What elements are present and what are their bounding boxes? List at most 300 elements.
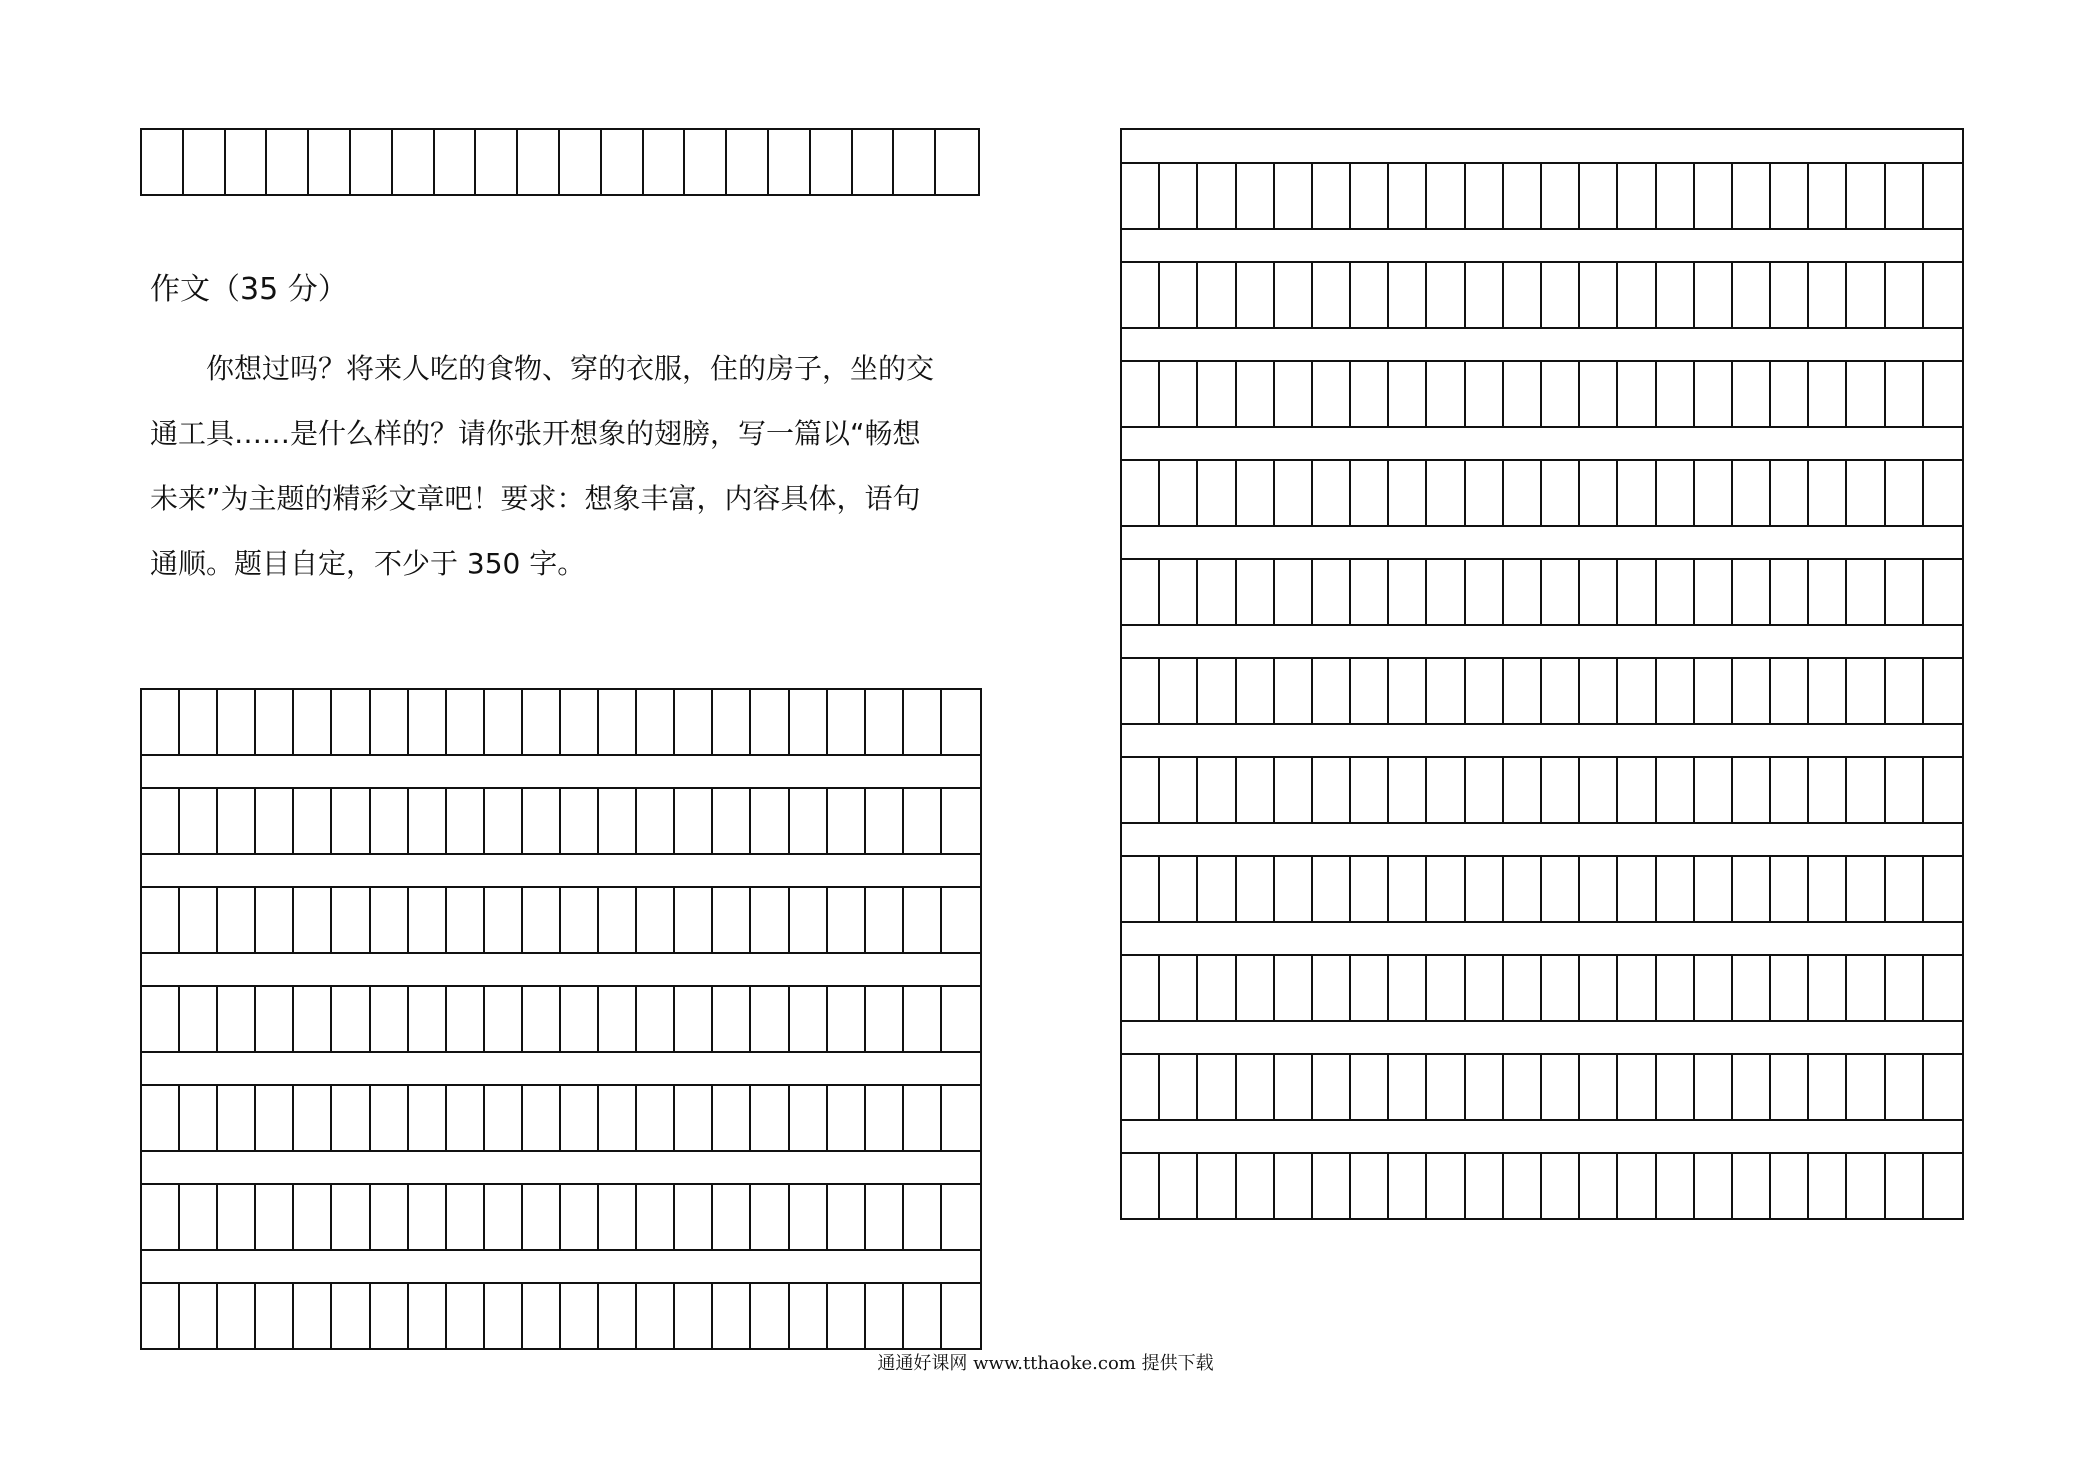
grid-cell bbox=[1275, 560, 1313, 624]
grid-cell bbox=[523, 1284, 561, 1348]
grid-cell bbox=[1313, 659, 1351, 723]
grid-cell bbox=[1237, 1154, 1275, 1218]
grid-cell bbox=[485, 1284, 523, 1348]
grid-cell bbox=[1924, 956, 1962, 1020]
grid-cell bbox=[1733, 1055, 1771, 1119]
grid-cell bbox=[1160, 857, 1198, 921]
grid-cell bbox=[1618, 659, 1656, 723]
grid-cell bbox=[1122, 560, 1160, 624]
grid-cell bbox=[1657, 956, 1695, 1020]
grid-cell bbox=[1580, 461, 1618, 525]
grid-cell bbox=[256, 789, 294, 853]
grid-cell bbox=[1351, 263, 1389, 327]
grid-cell bbox=[1809, 659, 1847, 723]
grid-cell bbox=[1924, 461, 1962, 525]
grid-cell bbox=[1237, 461, 1275, 525]
grid-cell bbox=[1427, 857, 1465, 921]
grid-cell bbox=[1427, 659, 1465, 723]
grid-cell bbox=[218, 888, 256, 952]
grid-cell bbox=[1122, 461, 1160, 525]
grid-cell bbox=[1237, 659, 1275, 723]
grid-cell bbox=[1389, 1154, 1427, 1218]
grid-cell bbox=[1351, 362, 1389, 426]
grid-cell bbox=[904, 789, 942, 853]
grid-cell bbox=[1542, 857, 1580, 921]
grid-cell bbox=[1160, 1154, 1198, 1218]
grid-cell bbox=[1580, 956, 1618, 1020]
grid-cell bbox=[866, 789, 904, 853]
grid-cell bbox=[1351, 857, 1389, 921]
grid-cell bbox=[713, 1185, 751, 1249]
grid-row bbox=[140, 787, 982, 855]
grid-cell bbox=[393, 130, 435, 194]
grid-cell bbox=[751, 888, 789, 952]
grid-cell bbox=[1809, 857, 1847, 921]
grid-cell bbox=[1657, 461, 1695, 525]
grid-cell bbox=[485, 987, 523, 1051]
grid-cell bbox=[409, 690, 447, 754]
grid-row bbox=[140, 688, 982, 756]
grid-cell bbox=[1809, 956, 1847, 1020]
grid-cell bbox=[142, 1284, 180, 1348]
grid-cell bbox=[1618, 1154, 1656, 1218]
grid-cell bbox=[713, 1086, 751, 1150]
grid-cell bbox=[675, 1284, 713, 1348]
grid-cell bbox=[1275, 1154, 1313, 1218]
grid-cell bbox=[1771, 659, 1809, 723]
grid-cell bbox=[1733, 560, 1771, 624]
grid-cell bbox=[1886, 164, 1924, 228]
grid-cell bbox=[942, 1086, 980, 1150]
grid-cell bbox=[1542, 1055, 1580, 1119]
grid-cell bbox=[485, 888, 523, 952]
grid-cell bbox=[1122, 1055, 1160, 1119]
grid-cell bbox=[1427, 1055, 1465, 1119]
grid-cell bbox=[828, 1086, 866, 1150]
grid-cell bbox=[675, 789, 713, 853]
grid-cell bbox=[409, 1086, 447, 1150]
grid-cell bbox=[1351, 659, 1389, 723]
grid-cell bbox=[942, 690, 980, 754]
grid-cell bbox=[828, 1284, 866, 1348]
grid-cell bbox=[1618, 362, 1656, 426]
grid-cell bbox=[447, 789, 485, 853]
grid-cell bbox=[828, 690, 866, 754]
grid-cell bbox=[1886, 758, 1924, 822]
grid-cell bbox=[1427, 560, 1465, 624]
grid-cell bbox=[1351, 164, 1389, 228]
grid-cell bbox=[1657, 263, 1695, 327]
grid-cell bbox=[1771, 857, 1809, 921]
grid-row bbox=[140, 1183, 982, 1251]
grid-cell bbox=[1580, 263, 1618, 327]
grid-cell bbox=[637, 1185, 675, 1249]
grid-cell bbox=[1237, 857, 1275, 921]
grid-cell bbox=[1427, 164, 1465, 228]
grid-cell bbox=[1122, 857, 1160, 921]
grid-cell bbox=[1733, 164, 1771, 228]
grid-cell bbox=[1427, 263, 1465, 327]
grid-cell bbox=[256, 888, 294, 952]
grid-cell bbox=[1122, 758, 1160, 822]
grid-cell bbox=[180, 1185, 218, 1249]
grid-cell bbox=[1389, 857, 1427, 921]
grid-cell bbox=[447, 888, 485, 952]
grid-cell bbox=[904, 1284, 942, 1348]
grid-cell bbox=[1160, 461, 1198, 525]
grid-cell bbox=[332, 1284, 370, 1348]
grid-cell bbox=[1924, 758, 1962, 822]
grid-cell bbox=[561, 1284, 599, 1348]
grid-cell bbox=[256, 1185, 294, 1249]
grid-cell bbox=[1580, 758, 1618, 822]
grid-cell bbox=[866, 1185, 904, 1249]
grid-cell bbox=[561, 987, 599, 1051]
grid-cell bbox=[371, 987, 409, 1051]
grid-cell bbox=[1427, 956, 1465, 1020]
grid-cell bbox=[180, 1086, 218, 1150]
grid-cell bbox=[1160, 164, 1198, 228]
grid-cell bbox=[1351, 560, 1389, 624]
grid-cell bbox=[561, 888, 599, 952]
grid-cell bbox=[267, 130, 309, 194]
grid-cell bbox=[447, 987, 485, 1051]
grid-cell bbox=[256, 1086, 294, 1150]
grid-spacer-band bbox=[140, 853, 982, 888]
grid-cell bbox=[142, 130, 184, 194]
grid-cell bbox=[409, 1284, 447, 1348]
grid-row bbox=[1120, 954, 1964, 1022]
grid-cell bbox=[675, 1185, 713, 1249]
grid-cell bbox=[751, 1185, 789, 1249]
grid-cell bbox=[1580, 164, 1618, 228]
grid-cell bbox=[769, 130, 811, 194]
grid-cell bbox=[1809, 1154, 1847, 1218]
grid-cell bbox=[332, 1086, 370, 1150]
grid-cell bbox=[1466, 263, 1504, 327]
grid-cell bbox=[1771, 956, 1809, 1020]
grid-cell bbox=[409, 1185, 447, 1249]
grid-cell bbox=[751, 987, 789, 1051]
grid-cell bbox=[218, 1284, 256, 1348]
grid-cell bbox=[1618, 263, 1656, 327]
grid-cell bbox=[894, 130, 936, 194]
grid-spacer-band bbox=[1120, 723, 1964, 758]
grid-cell bbox=[1504, 758, 1542, 822]
grid-spacer-band bbox=[140, 952, 982, 987]
grid-cell bbox=[1504, 263, 1542, 327]
grid-cell bbox=[1504, 857, 1542, 921]
grid-spacer-band bbox=[1120, 1020, 1964, 1055]
grid-cell bbox=[637, 690, 675, 754]
grid-cell bbox=[1886, 263, 1924, 327]
grid-cell bbox=[1695, 164, 1733, 228]
grid-cell bbox=[675, 888, 713, 952]
grid-cell bbox=[599, 1284, 637, 1348]
grid-cell bbox=[599, 1185, 637, 1249]
grid-cell bbox=[1847, 461, 1885, 525]
grid-cell bbox=[332, 690, 370, 754]
grid-cell bbox=[561, 1086, 599, 1150]
grid-spacer-band bbox=[140, 1150, 982, 1185]
grid-cell bbox=[1618, 857, 1656, 921]
grid-cell bbox=[713, 987, 751, 1051]
grid-cell bbox=[1847, 164, 1885, 228]
essay-prompt bbox=[150, 336, 985, 596]
grid-cell bbox=[294, 1284, 332, 1348]
grid-cell bbox=[1618, 560, 1656, 624]
grid-cell bbox=[1313, 560, 1351, 624]
grid-cell bbox=[751, 1284, 789, 1348]
grid-cell bbox=[142, 1086, 180, 1150]
grid-cell bbox=[1771, 560, 1809, 624]
grid-cell bbox=[371, 1086, 409, 1150]
grid-cell bbox=[828, 987, 866, 1051]
grid-cell bbox=[1733, 758, 1771, 822]
grid-cell bbox=[1389, 164, 1427, 228]
grid-cell bbox=[942, 1185, 980, 1249]
grid-cell bbox=[1657, 164, 1695, 228]
grid-cell bbox=[1847, 659, 1885, 723]
grid-cell bbox=[1695, 1055, 1733, 1119]
grid-cell bbox=[828, 1185, 866, 1249]
grid-cell bbox=[675, 1086, 713, 1150]
grid-cell bbox=[409, 987, 447, 1051]
grid-cell bbox=[1809, 560, 1847, 624]
grid-cell bbox=[1580, 659, 1618, 723]
grid-cell bbox=[256, 1284, 294, 1348]
grid-cell bbox=[1886, 1055, 1924, 1119]
grid-cell bbox=[1542, 164, 1580, 228]
grid-cell bbox=[1275, 461, 1313, 525]
grid-cell bbox=[1924, 1055, 1962, 1119]
grid-cell bbox=[1122, 1154, 1160, 1218]
grid-cell bbox=[904, 690, 942, 754]
grid-cell bbox=[1466, 857, 1504, 921]
grid-row bbox=[1120, 1053, 1964, 1121]
grid-cell bbox=[713, 789, 751, 853]
grid-spacer-band bbox=[140, 1051, 982, 1086]
grid-cell bbox=[713, 1284, 751, 1348]
grid-cell bbox=[371, 1185, 409, 1249]
grid-cell bbox=[1695, 1154, 1733, 1218]
grid-cell bbox=[1237, 1055, 1275, 1119]
grid-cell bbox=[904, 987, 942, 1051]
grid-cell bbox=[523, 690, 561, 754]
grid-cell bbox=[142, 987, 180, 1051]
grid-cell bbox=[1504, 164, 1542, 228]
grid-cell bbox=[790, 987, 828, 1051]
grid-cell bbox=[1160, 956, 1198, 1020]
grid-row bbox=[140, 985, 982, 1053]
grid-cell bbox=[1886, 857, 1924, 921]
prompt-line: 通工具……是什么样的？请你张开想象的翅膀，写一篇以“畅想 bbox=[150, 417, 921, 450]
grid-cell bbox=[1924, 560, 1962, 624]
grid-cell bbox=[1313, 263, 1351, 327]
grid-cell bbox=[637, 1086, 675, 1150]
grid-cell bbox=[218, 1185, 256, 1249]
grid-cell bbox=[1924, 263, 1962, 327]
grid-cell bbox=[1389, 461, 1427, 525]
grid-cell bbox=[1657, 659, 1695, 723]
grid-cell bbox=[1924, 659, 1962, 723]
grid-cell bbox=[518, 130, 560, 194]
grid-cell bbox=[1198, 164, 1236, 228]
grid-cell bbox=[1847, 758, 1885, 822]
grid-cell bbox=[180, 690, 218, 754]
grid-cell bbox=[1847, 362, 1885, 426]
grid-cell bbox=[1886, 956, 1924, 1020]
grid-cell bbox=[1160, 362, 1198, 426]
grid-cell bbox=[904, 888, 942, 952]
grid-cell bbox=[1809, 263, 1847, 327]
grid-cell bbox=[1695, 857, 1733, 921]
grid-cell bbox=[371, 888, 409, 952]
grid-cell bbox=[218, 1086, 256, 1150]
grid-cell bbox=[790, 1185, 828, 1249]
grid-cell bbox=[1847, 263, 1885, 327]
grid-cell bbox=[1618, 461, 1656, 525]
grid-cell bbox=[1542, 956, 1580, 1020]
grid-spacer-band bbox=[1120, 921, 1964, 956]
grid-cell bbox=[1198, 560, 1236, 624]
grid-cell bbox=[1351, 461, 1389, 525]
grid-cell bbox=[1160, 758, 1198, 822]
grid-cell bbox=[523, 888, 561, 952]
grid-cell bbox=[866, 987, 904, 1051]
grid-cell bbox=[294, 1185, 332, 1249]
grid-cell bbox=[1198, 263, 1236, 327]
grid-row bbox=[1120, 162, 1964, 230]
grid-cell bbox=[1122, 164, 1160, 228]
grid-cell bbox=[1275, 263, 1313, 327]
grid-cell bbox=[1313, 857, 1351, 921]
grid-cell bbox=[942, 1284, 980, 1348]
grid-cell bbox=[294, 888, 332, 952]
grid-cell bbox=[294, 1086, 332, 1150]
grid-cell bbox=[1237, 956, 1275, 1020]
grid-cell bbox=[561, 789, 599, 853]
grid-row bbox=[1120, 360, 1964, 428]
grid-cell bbox=[142, 690, 180, 754]
grid-cell bbox=[1580, 1055, 1618, 1119]
grid-cell bbox=[790, 888, 828, 952]
grid-spacer-band bbox=[1120, 327, 1964, 362]
grid-cell bbox=[1275, 1055, 1313, 1119]
grid-cell bbox=[1160, 1055, 1198, 1119]
grid-cell bbox=[828, 789, 866, 853]
grid-cell bbox=[1122, 956, 1160, 1020]
grid-spacer-band bbox=[1120, 128, 1964, 164]
grid-cell bbox=[1313, 758, 1351, 822]
grid-cell bbox=[790, 690, 828, 754]
grid-cell bbox=[1618, 758, 1656, 822]
grid-cell bbox=[332, 987, 370, 1051]
grid-cell bbox=[1466, 461, 1504, 525]
grid-cell bbox=[811, 130, 853, 194]
grid-cell bbox=[1580, 560, 1618, 624]
grid-cell bbox=[447, 1185, 485, 1249]
grid-cell bbox=[1389, 758, 1427, 822]
grid-cell bbox=[1924, 857, 1962, 921]
grid-spacer-band bbox=[1120, 525, 1964, 560]
grid-cell bbox=[1657, 560, 1695, 624]
grid-cell bbox=[1542, 560, 1580, 624]
grid-cell bbox=[1542, 659, 1580, 723]
grid-cell bbox=[142, 888, 180, 952]
grid-cell bbox=[1275, 164, 1313, 228]
grid-row bbox=[140, 128, 980, 196]
grid-cell bbox=[1924, 164, 1962, 228]
grid-cell bbox=[866, 1284, 904, 1348]
grid-cell bbox=[1275, 857, 1313, 921]
grid-cell bbox=[1427, 461, 1465, 525]
grid-cell bbox=[713, 690, 751, 754]
grid-cell bbox=[1122, 362, 1160, 426]
grid-spacer-band bbox=[1120, 624, 1964, 659]
grid-cell bbox=[866, 690, 904, 754]
grid-cell bbox=[256, 690, 294, 754]
grid-cell bbox=[1427, 362, 1465, 426]
grid-cell bbox=[1160, 560, 1198, 624]
grid-cell bbox=[1389, 362, 1427, 426]
grid-cell bbox=[523, 789, 561, 853]
grid-cell bbox=[1695, 461, 1733, 525]
grid-cell bbox=[1466, 659, 1504, 723]
grid-cell bbox=[1847, 956, 1885, 1020]
grid-cell bbox=[142, 1185, 180, 1249]
grid-cell bbox=[637, 1284, 675, 1348]
grid-cell bbox=[332, 1185, 370, 1249]
grid-cell bbox=[1351, 758, 1389, 822]
grid-cell bbox=[1886, 659, 1924, 723]
grid-cell bbox=[1657, 1055, 1695, 1119]
grid-cell bbox=[409, 888, 447, 952]
grid-cell bbox=[1580, 362, 1618, 426]
grid-cell bbox=[1847, 1055, 1885, 1119]
grid-cell bbox=[904, 1185, 942, 1249]
grid-cell bbox=[1198, 857, 1236, 921]
grid-cell bbox=[1542, 461, 1580, 525]
grid-cell bbox=[675, 987, 713, 1051]
grid-cell bbox=[1275, 956, 1313, 1020]
grid-cell bbox=[1198, 956, 1236, 1020]
grid-cell bbox=[1924, 1154, 1962, 1218]
grid-cell bbox=[1695, 956, 1733, 1020]
grid-cell bbox=[790, 789, 828, 853]
grid-cell bbox=[180, 987, 218, 1051]
grid-cell bbox=[599, 888, 637, 952]
grid-cell bbox=[866, 888, 904, 952]
grid-cell bbox=[599, 690, 637, 754]
grid-cell bbox=[685, 130, 727, 194]
grid-cell bbox=[751, 789, 789, 853]
grid-cell bbox=[1389, 560, 1427, 624]
grid-row bbox=[140, 1084, 982, 1152]
grid-cell bbox=[727, 130, 769, 194]
grid-cell bbox=[1847, 857, 1885, 921]
grid-cell bbox=[1771, 164, 1809, 228]
grid-cell bbox=[1542, 1154, 1580, 1218]
grid-row bbox=[140, 1282, 982, 1350]
grid-cell bbox=[485, 1086, 523, 1150]
grid-spacer-band bbox=[1120, 228, 1964, 263]
grid-cell bbox=[294, 789, 332, 853]
grid-cell bbox=[1198, 1055, 1236, 1119]
grid-cell bbox=[1198, 362, 1236, 426]
grid-cell bbox=[942, 987, 980, 1051]
grid-cell bbox=[371, 789, 409, 853]
